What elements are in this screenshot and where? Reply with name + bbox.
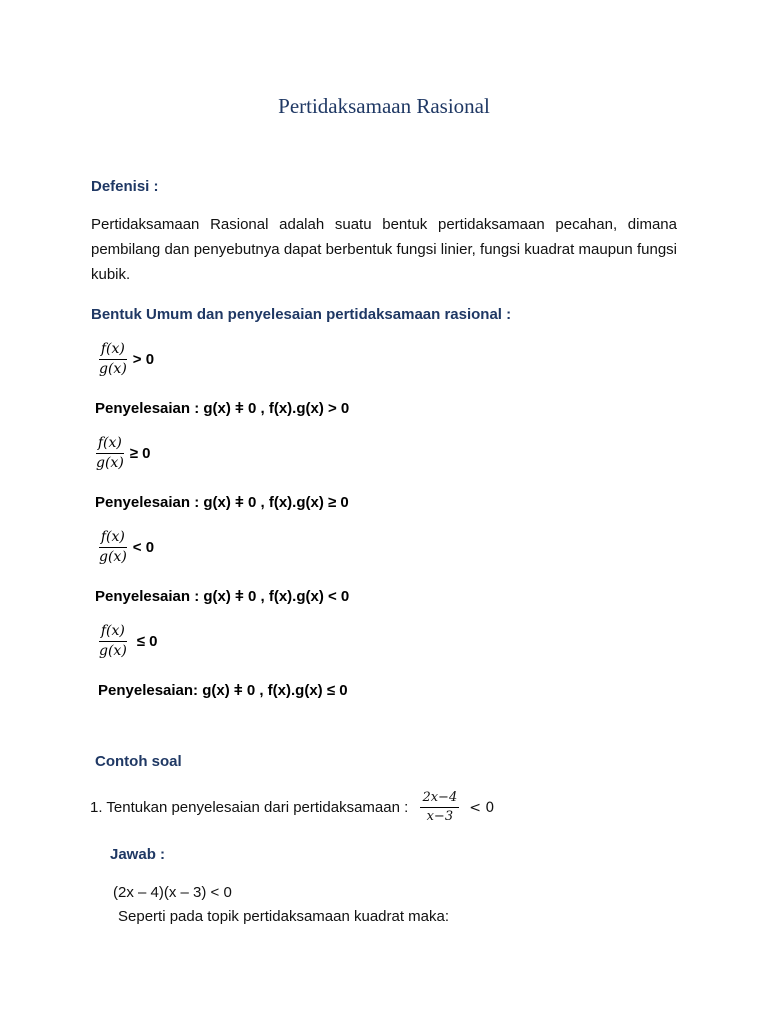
page-title: Pertidaksamaan Rasional — [278, 94, 490, 118]
relation: ≥ 0 — [129, 445, 151, 462]
fraction-denominator: x−3 — [426, 809, 454, 824]
general-form-heading: Bentuk Umum dan penyelesaian pertidaksamaan rasional : — [91, 306, 512, 323]
question-text: 1. Tentukan penyelesaian dari pertidaksamaan : — [90, 799, 409, 816]
relation: > 0 — [132, 351, 155, 368]
fraction-numerator: f(x) — [96, 435, 124, 454]
formula-case-2 — [94, 435, 151, 472]
answer-heading: Jawab : — [110, 846, 166, 863]
fraction — [94, 435, 126, 472]
solution-case-2: Penyelesaian : g(x) ǂ 0 , f(x).g(x) ≥ 0 — [95, 494, 349, 511]
definition-paragraph: Pertidaksamaan Rasional adalah suatu bentuk pertidaksamaan pecahan, dimana pembilang dan penyebutnya dapat berbentuk fungsi linier, fungsi kuadrat maupun fungsi kubik. — [91, 216, 677, 283]
answer-step-2: Seperti pada topik pertidaksamaan kuadrat maka: — [118, 908, 450, 925]
fraction-numerator: f(x) — [99, 623, 127, 642]
solution-case-4: Penyelesaian: g(x) ǂ 0 , f(x).g(x) ≤ 0 — [98, 682, 348, 699]
answer-step-1: (2x – 4)(x – 3) < 0 — [113, 884, 232, 901]
solution-case-3: Penyelesaian : g(x) ǂ 0 , f(x).g(x) < 0 — [95, 588, 350, 605]
fraction-denominator: g(x) — [99, 549, 127, 565]
fraction — [97, 341, 129, 378]
fraction-numerator: f(x) — [99, 341, 127, 360]
question-fraction — [420, 790, 459, 825]
example-heading: Contoh soal — [95, 753, 182, 770]
fraction — [97, 529, 129, 566]
fraction-numerator: f(x) — [99, 529, 127, 548]
fraction — [97, 623, 129, 660]
fraction-denominator: g(x) — [99, 361, 127, 377]
fraction-denominator: g(x) — [99, 643, 127, 659]
formula-case-1 — [97, 341, 154, 378]
formula-case-4 — [97, 623, 158, 660]
formula-case-3 — [97, 529, 154, 566]
solution-case-1: Penyelesaian : g(x) ǂ 0 , f(x).g(x) > 0 — [95, 400, 350, 417]
fraction-numerator: 2x−4 — [420, 790, 459, 808]
relation: ≤ 0 — [136, 633, 158, 650]
relation: < 0 — [132, 539, 155, 556]
fraction-denominator: g(x) — [96, 455, 124, 471]
definition-heading: Defenisi : — [91, 178, 159, 195]
example-question — [90, 790, 494, 825]
question-relation: < 0 — [469, 799, 495, 816]
